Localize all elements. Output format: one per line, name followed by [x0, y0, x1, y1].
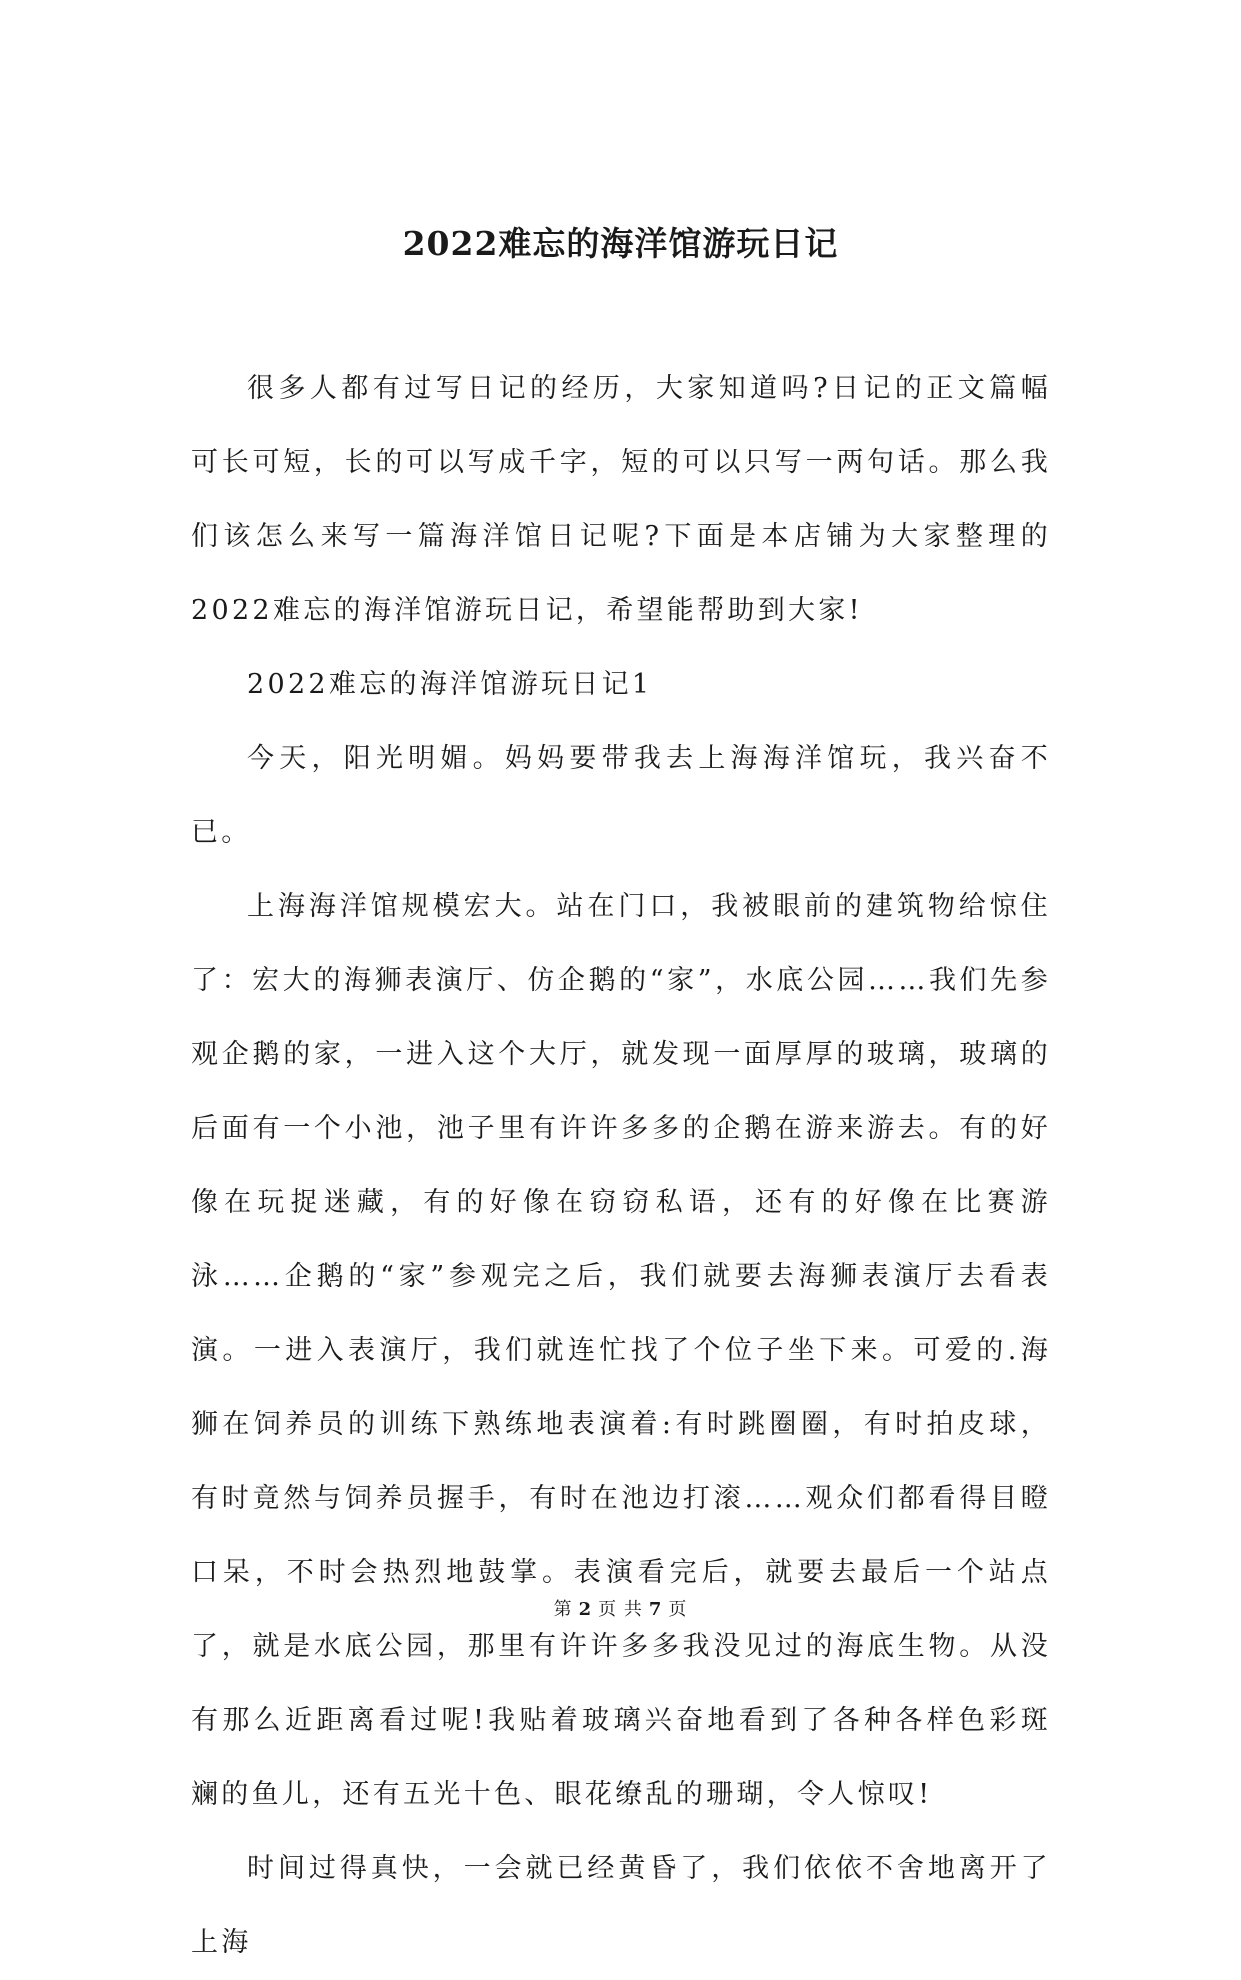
section-heading: 2022难忘的海洋馆游玩日记1 [247, 669, 653, 700]
page-footer [0, 1598, 1241, 1622]
document-body [191, 352, 1051, 1980]
total-pages-number: 7 [648, 1599, 663, 1620]
current-page-number: 2 [578, 1599, 593, 1620]
document-title: 2022难忘的海洋馆游玩日记 [402, 224, 839, 263]
footer-suffix: 页 [668, 1599, 688, 1620]
footer-prefix: 第 [553, 1599, 573, 1620]
intro-paragraph: 很多人都有过写日记的经历，大家知道吗?日记的正文篇幅可长可短，长的可以写成千字，短的可以只写一两句话。那么我们该怎么来写一篇海洋馆日记呢?下面是本店铺为大家整理的2022难忘的海洋馆游玩日记，希望能帮助到大家! [191, 373, 1051, 626]
body-paragraph: 今天，阳光明媚。妈妈要带我去上海海洋馆玩，我兴奋不已。 [191, 743, 1051, 848]
body-paragraph: 上海海洋馆规模宏大。站在门口，我被眼前的建筑物给惊住了：宏大的海狮表演厅、仿企鹅的“家”，水底公园……我们先参观企鹅的家，一进入这个大厅，就发现一面厚厚的玻璃，玻璃的后面有一个小池，池子里有许许多多的企鹅在游来游去。有的好像在玩捉迷藏，有的好像在窃窃私语，还有的好像在比赛游泳……企鹅的“家”参观完之后，我们就要去海狮表演厅去看表演。一进入表演厅，我们就连忙找了个位子坐下来。可爱的.海狮在饲养员的训练下熟练地表演着:有时跳圈圈，有时拍皮球，有时竟然与饲养员握手，有时在池边打滚……观众们都看得目瞪口呆，不时会热烈地鼓掌。表演看完后，就要去最后一个站点了，就是水底公园，那里有许许多多我没见过的海底生物。从没有那么近距离看过呢!我贴着玻璃兴奋地看到了各种各样色彩斑斓的鱼儿，还有五光十色、眼花缭乱的珊瑚，令人惊叹! [191, 891, 1051, 1810]
footer-middle: 页 共 [598, 1599, 643, 1620]
body-paragraph: 时间过得真快，一会就已经黄昏了，我们依依不舍地离开了上海 [191, 1853, 1051, 1958]
